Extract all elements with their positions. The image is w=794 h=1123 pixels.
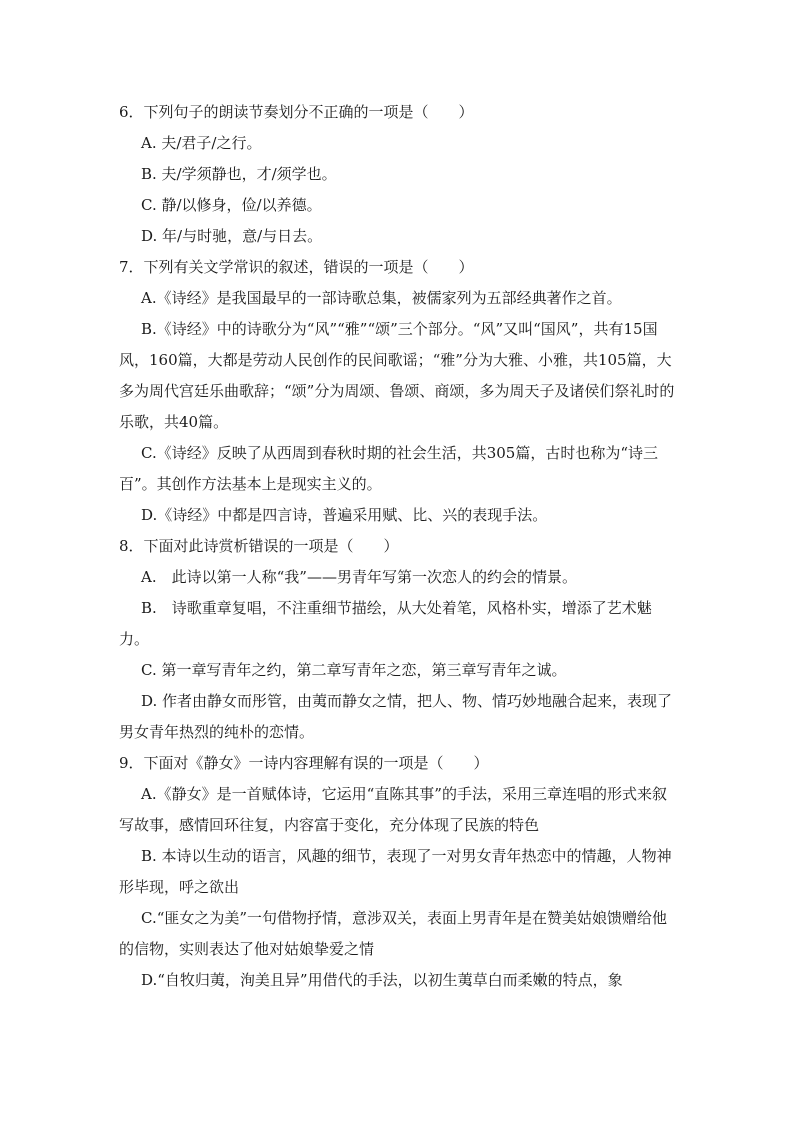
option-c: C. 第一章写青年之约，第二章写青年之恋，第三章写青年之诚。: [141, 661, 567, 679]
option-d: D.“自牧归荑，洵美且异”用借代的手法，以初生荑草白而柔嫩的特点，象: [141, 971, 623, 989]
option-b: B.《诗经》中的诗歌分为“风”“雅”“颂”三个部分。“风”又叫“国风”，共有15国风，160篇，大都是劳动人民创作的民间歌谣；“雅”分为大雅、小雅，共105篇，大多为周代宫廷乐曲歌辞；“颂”分为周颂、鲁颂、商颂，多为周天子及诸侯们祭礼时的乐歌，共40篇。: [119, 320, 675, 431]
option-d: D. 年/与时驰，意/与日去。: [141, 227, 323, 245]
option-a: A. 此诗以第一人称“我”——男青年写第一次恋人的约会的情景。: [141, 568, 577, 586]
question-stem: 7．下列有关文学常识的叙述，错误的一项是（ ）: [119, 258, 474, 276]
option-b: B. 夫/学须静也，才/须学也。: [141, 165, 337, 183]
question-stem: 9．下面对《静女》一诗内容理解有误的一项是（ ）: [119, 754, 489, 772]
option-a: A.《诗经》是我国最早的一部诗歌总集，被儒家列为五部经典著作之首。: [141, 289, 622, 307]
option-a: A. 夫/君子/之行。: [141, 134, 262, 152]
option-d: D. 作者由静女而彤管，由荑而静女之情，把人、物、情巧妙地融合起来，表现了男女青年热烈的纯朴的恋情。: [119, 692, 673, 741]
question-8: [119, 531, 681, 748]
option-c: C.《诗经》反映了从西周到春秋时期的社会生活，共305篇，古时也称为“诗三百”。其创作方法基本上是现实主义的。: [119, 444, 659, 493]
question-6: [119, 97, 681, 252]
question-stem: 6．下列句子的朗读节奏划分不正确的一项是（ ）: [119, 103, 474, 121]
option-d: D.《诗经》中都是四言诗，普遍采用赋、比、兴的表现手法。: [141, 506, 548, 524]
document-page: [119, 97, 681, 996]
question-stem: 8．下面对此诗赏析错误的一项是（ ）: [119, 537, 399, 555]
option-b: B. 诗歌重章复唱，不注重细节描绘，从大处着笔，风格朴实，增添了艺术魅力。: [119, 599, 652, 648]
option-b: B. 本诗以生动的语言，风趣的细节，表现了一对男女青年热恋中的情趣，人物神形毕现，呼之欲出: [119, 847, 672, 896]
option-c: C. 静/以修身，俭/以养德。: [141, 196, 322, 214]
option-c: C.“匪女之为美”一句借物抒情，意涉双关，表面上男青年是在赞美姑娘馈赠给他的信物，实则表达了他对姑娘挚爱之情: [119, 909, 668, 958]
option-a: A.《静女》是一首赋体诗，它运用“直陈其事”的手法，采用三章连唱的形式来叙写故事，感情回环往复，内容富于变化，充分体现了民族的特色: [119, 785, 667, 834]
question-9: [119, 748, 681, 996]
question-7: [119, 252, 681, 531]
